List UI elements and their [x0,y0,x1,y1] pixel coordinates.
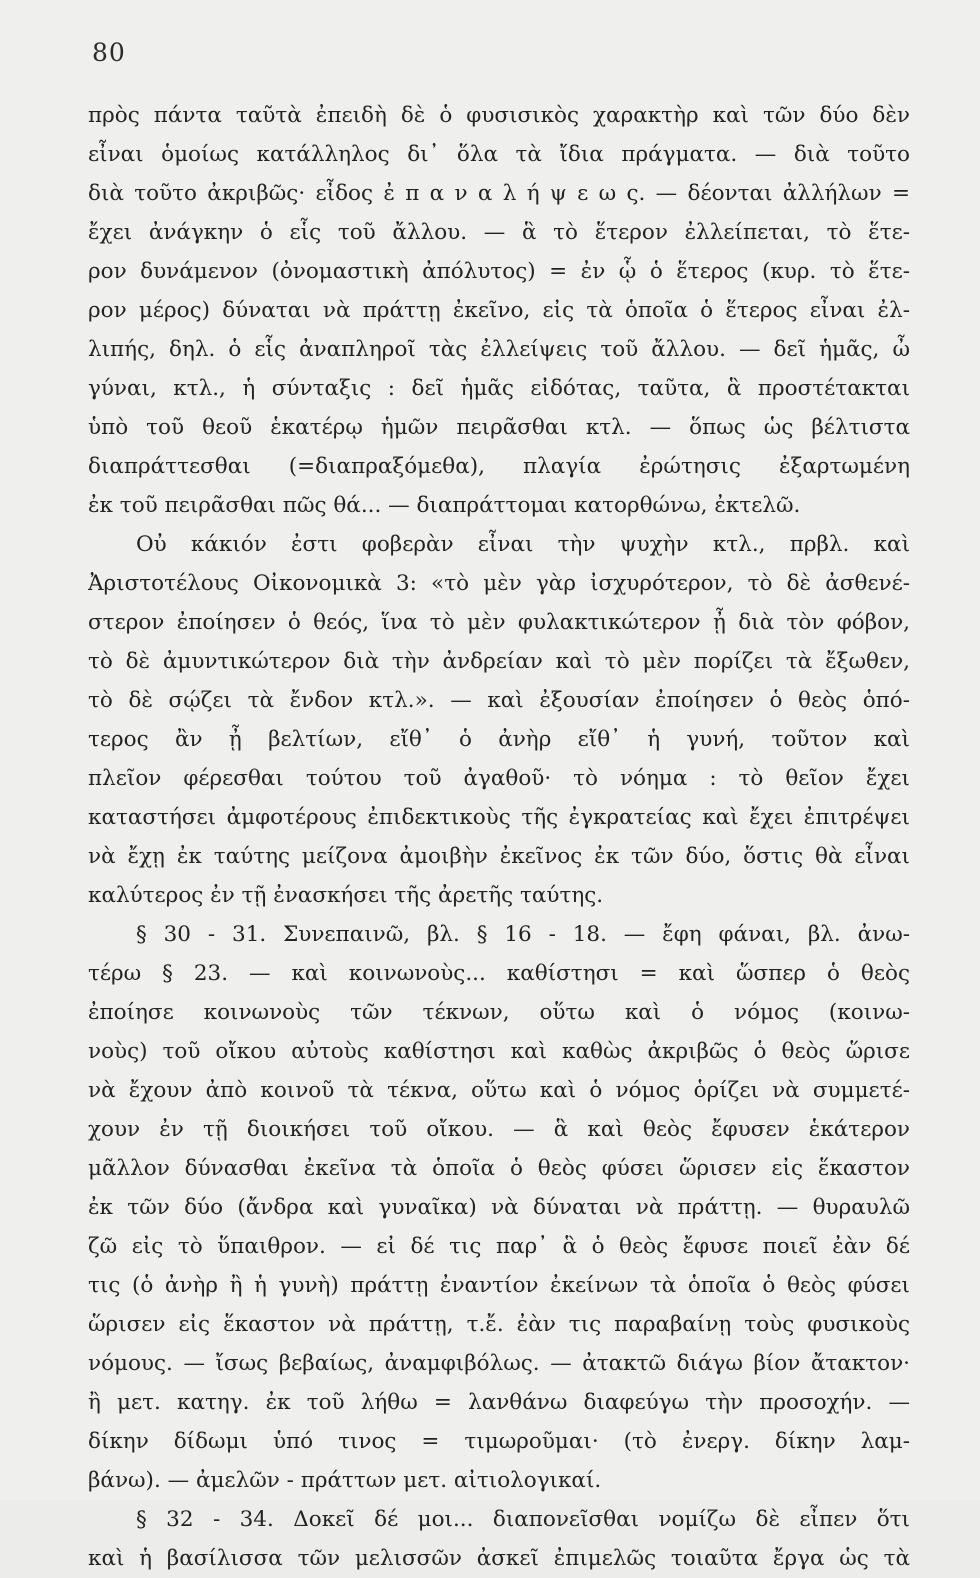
text-line: δίκην δίδωμι ὑπό τινος = τιμωροῦμαι· (τὸ ἐνεργ. δίκην λαμ- [88,1429,910,1454]
text-line: καταστήσει ἀμφοτέρους ἐπιδεκτικοὺς τῆς ἐγκρατείας καὶ ἔχει ἐπιτρέψει [88,805,910,830]
text-line: πρὸς πάντα ταῦτὰ ἐπειδὴ δὲ ὁ φυσισικὸς χαρακτὴρ καὶ τῶν δύο δὲν [88,103,910,128]
page-number: 80 [92,38,126,67]
section-heading-line: § 32 - 34. Δοκεῖ δέ μοι... διαπονεῖσθαι νομίζω δὲ εἶπεν ὅτι [136,1507,910,1532]
text-line: ἢ μετ. κατηγ. ἐκ τοῦ λήθω = λανθάνω διαφεύγω τὴν προσοχήν. — [88,1390,910,1415]
text-line: Ἀριστοτέλους Οἰκονομικὰ 3: «τὸ μὲν γὰρ ἰσχυρότερον, τὸ δὲ ἀσθενέ- [88,571,910,596]
text-line: τὸ δὲ σῴζει τὰ ἔνδον κτλ.». — καὶ ἐξουσίαν ἐποίησεν ὁ θεὸς ὁπό- [88,688,910,713]
text-line: ἐκ τοῦ πειρᾶσθαι πῶς θά... — διαπράττομαι κατορθώνω, ἐκτελῶ. [88,493,801,518]
text-line: διαπράττεσθαι (=διαπραξόμεθα), πλαγία ἐρώτησις ἐξαρτωμένη [88,454,910,479]
text-line: βάνω). — ἀμελῶν - πράττων μετ. αἰτιολογικαί. [88,1468,602,1493]
text-line: τὸ δὲ ἀμυντικώτερον διὰ τὴν ἀνδρείαν καὶ τὸ μὲν πορίζει τὰ ἔξωθεν, [88,649,910,674]
text-line: νὰ ἔχῃ ἐκ ταύτης μείζονα ἀμοιβὴν ἐκεῖνος ἐκ τῶν δύο, ὅστις θὰ εἶναι [88,844,910,869]
text-line: τις (ὁ ἀνὴρ ἢ ἡ γυνὴ) πράττῃ ἐναντίον ἐκείνων τὰ ὁποῖα ὁ θεὸς φύσει [88,1273,910,1298]
text-line: τερος ἂν ᾖ βελτίων, εἴθ᾽ ὁ ἀνὴρ εἴθ᾽ ἡ γυνή, τοῦτον καὶ [88,727,910,752]
text-line: γύναι, κτλ., ἡ σύνταξις : δεῖ ἡμᾶς εἰδότας, ταῦτα, ἃ προστέτακται [88,376,910,401]
commentary-text [88,96,910,1578]
text-line: ζῶ εἰς τὸ ὕπαιθρον. — εἰ δέ τις παρ᾽ ἃ ὁ θεὸς ἔφυσε ποιεῖ ἐὰν δέ [88,1234,910,1259]
text-line: πλεῖον φέρεσθαι τούτου τοῦ ἀγαθοῦ· τὸ νόημα : τὸ θεῖον ἔχει [88,766,910,791]
text-line: εἶναι ὁμοίως κατάλληλος δι᾽ ὅλα τὰ ἴδια πράγματα. — διὰ τοῦτο [88,142,910,167]
text-line: ὑπὸ τοῦ θεοῦ ἑκατέρῳ ἡμῶν πειρᾶσθαι κτλ. — ὅπως ὡς βέλτιστα [88,415,910,440]
text-line: λιπής, δηλ. ὁ εἷς ἀναπληροῖ τὰς ἐλλείψεις τοῦ ἄλλου. — δεῖ ἡμᾶς, ὦ [88,337,910,362]
text-line: στερον ἐποίησεν ὁ θεός, ἵνα τὸ μὲν φυλακτικώτερον ᾖ διὰ τὸν φόβον, [88,610,910,635]
text-line: νοὺς) τοῦ οἴκου αὐτοὺς καθίστησι καὶ καθὼς ἀκριβῶς ὁ θεὸς ὥρισε [88,1039,910,1064]
text-line: τέρω § 23. — καὶ κοινωνοὺς... καθίστησι = καὶ ὥσπερ ὁ θεὸς [88,961,910,986]
text-line: καλύτερος ἐν τῇ ἐνασκήσει τῆς ἀρετῆς ταύτης. [88,883,604,908]
paragraph-start-line: Οὐ κάκιόν ἐστι φοβερὰν εἶναι τὴν ψυχὴν κτλ., πρβλ. καὶ [136,532,910,557]
text-line: ὥρισεν εἰς ἕκαστον νὰ πράττῃ, τ.ἔ. ἐὰν τις παραβαίνῃ τοὺς φυσικοὺς [88,1312,910,1337]
text-line: χουν ἐν τῇ διοικήσει τοῦ οἴκου. — ἃ καὶ θεὸς ἔφυσεν ἑκάτερον [88,1117,910,1142]
text-line: ρον δυνάμενον (ὀνομαστικὴ ἀπόλυτος) = ἐν ᾧ ὁ ἕτερος (κυρ. τὸ ἕτε- [88,259,910,284]
text-line: μᾶλλον δύνασθαι ἐκεῖνα τὰ ὁποῖα ὁ θεὸς φύσει ὥρισεν εἰς ἕκαστον [88,1156,910,1181]
text-line: ἐκ τῶν δύο (ἄνδρα καὶ γυναῖκα) νὰ δύναται νὰ πράττῃ. — θυραυλῶ [88,1195,910,1220]
text-line: καὶ ἡ βασίλισσα τῶν μελισσῶν ἀσκεῖ ἐπιμελῶς τοιαῦτα ἔργα ὡς τὰ [88,1546,910,1571]
text-line: ἔχει ἀνάγκην ὁ εἷς τοῦ ἄλλου. — ἃ τὸ ἕτερον ἐλλείπεται, τὸ ἕτε- [88,220,910,245]
text-line: διὰ τοῦτο ἀκριβῶς· εἶδος ἐ π α ν α λ ή ψ ε ω ς. — δέονται ἀλλήλων = [88,181,910,206]
section-heading-line: § 30 - 31. Συνεπαινῶ, βλ. § 16 - 18. — ἔφη φάναι, βλ. ἀνω- [136,922,910,947]
text-line: ρον μέρος) δύναται νὰ πράττῃ ἐκεῖνο, εἰς τὰ ὁποῖα ὁ ἕτερος εἶναι ἐλ- [88,298,910,323]
text-line: νὰ ἔχουν ἀπὸ κοινοῦ τὰ τέκνα, οὕτω καὶ ὁ νόμος ὁρίζει νὰ συμμετέ- [88,1078,910,1103]
text-line: νόμους. — ἴσως βεβαίως, ἀναμφιβόλως. — ἀτακτῶ διάγω βίον ἄτακτον· [88,1351,910,1376]
text-line: ἐποίησε κοινωνοὺς τῶν τέκνων, οὕτω καὶ ὁ νόμος (κοινω- [88,1000,910,1025]
